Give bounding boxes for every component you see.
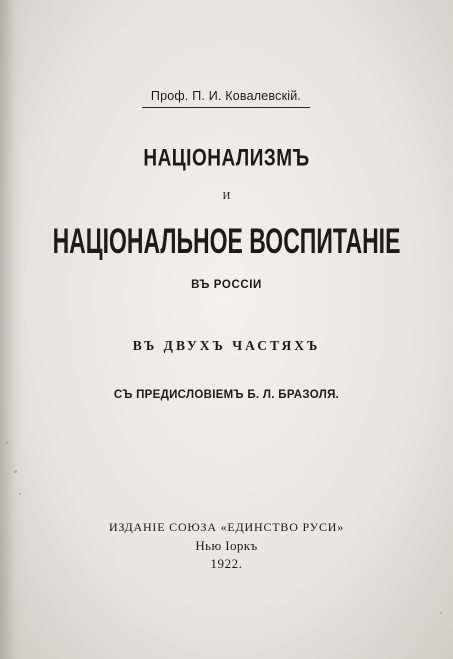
paper-speck bbox=[19, 493, 21, 495]
publisher: ИЗДАНІЕ СОЮЗА «ЕДИНСТВО РУСИ» bbox=[108, 520, 345, 534]
author-name: Проф. П. И. Ковалевскій. bbox=[150, 89, 302, 103]
preface-note: СЪ ПРЕДИСЛОВІЕМЪ Б. Л. БРАЗОЛЯ. bbox=[113, 389, 340, 401]
title-line-1: НАЦІОНАЛИЗМЪ bbox=[143, 145, 310, 172]
paper-speck bbox=[440, 612, 442, 614]
publication-year: 1922. bbox=[210, 556, 243, 571]
title-line-2: НАЦІОНАЛЬНОЕ ВОСПИТАНІЕ bbox=[52, 220, 401, 261]
title-conjunction: И bbox=[222, 190, 231, 202]
paper-speck bbox=[14, 470, 17, 473]
parts-note: ВЪ ДВУХЪ ЧАСТЯХЪ bbox=[132, 338, 321, 353]
publication-city: Нью Іоркъ bbox=[195, 538, 258, 553]
author-underline bbox=[142, 107, 310, 108]
paper-speck bbox=[6, 441, 8, 444]
subtitle: ВЪ РОССІИ bbox=[191, 279, 262, 291]
